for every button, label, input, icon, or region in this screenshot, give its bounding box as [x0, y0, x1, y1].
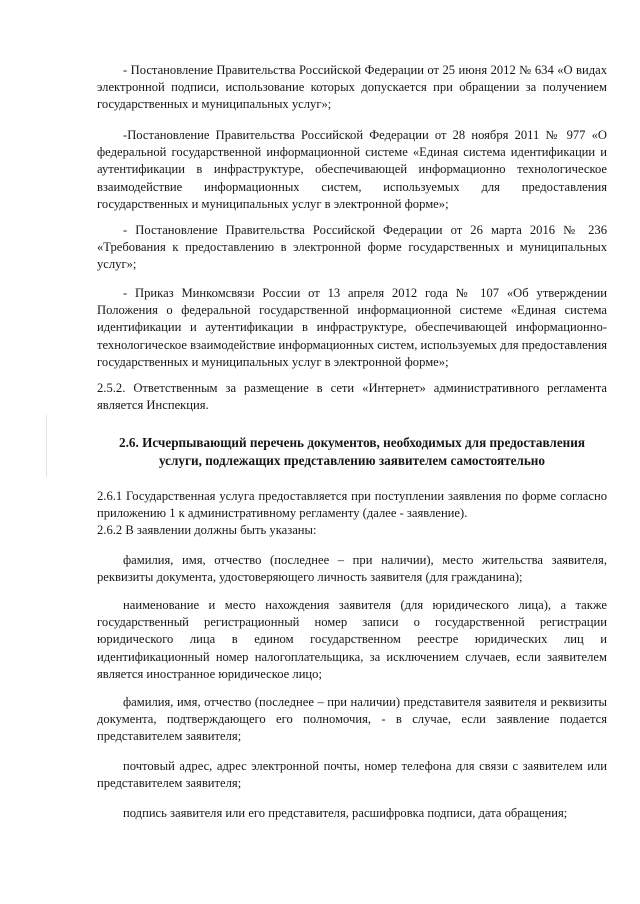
- paragraph-order-107: - Приказ Минкомсвязи России от 13 апреля 2012 года № 107 «Об утверждении Положения о федеральной государственной информационной системе «Единая система идентификации и аутентификации в инфраструктуре, обеспечивающей информационно-технологическое взаимодействие информационных систем, используемых для предоставления государственных и муниципальных услуг в электронной форме»;: [97, 286, 607, 369]
- clause-2-5-2: 2.5.2. Ответственным за размещение в сети «Интернет» административного регламента является Инспекция.: [97, 381, 607, 413]
- list-item-contact-details: почтовый адрес, адрес электронной почты, номер телефона для связи с заявителем или представителем заявителя;: [97, 759, 607, 791]
- clause-2-6-2: 2.6.2 В заявлении должны быть указаны:: [97, 523, 317, 537]
- list-item-representative: фамилия, имя, отчество (последнее – при наличии) представителя заявителя и реквизиты документа, подтверждающего его полномочия, - в случае, если заявление подается представителем заявителя;: [97, 695, 607, 744]
- paragraph-decree-977: -Постановление Правительства Российской Федерации от 28 ноября 2011 № 977 «О федеральной государственной информационной системе «Единая система идентификации и аутентификации в инфраструктуре, обеспечивающей информационно технологическое взаимодействие информационных систем, используемых для предоставления государственных и муниципальных услуг в электронной форме»;: [97, 128, 607, 211]
- scan-margin-mark: [46, 415, 47, 477]
- list-item-legal-entity: наименование и место нахождения заявителя (для юридического лица), а также государственный регистрационный номер записи о государственной регистрации юридического лица в едином государственном реестре юридических лиц и идентификационный номер налогоплательщика, за исключением случаев, если заявителем является иностранное юридическое лицо;: [97, 598, 607, 681]
- clause-2-6-1: 2.6.1 Государственная услуга предоставляется при поступлении заявления по форме согласно приложению 1 к административному регламенту (далее - заявление).: [97, 489, 607, 521]
- section-heading-2-6: 2.6. Исчерпывающий перечень документов, необходимых для предоставления услуги, подлежащих представлению заявителем самостоятельно: [118, 435, 586, 468]
- paragraph-decree-634: - Постановление Правительства Российской Федерации от 25 июня 2012 № 634 «О видах электронной подписи, использование которых допускается при обращении за получением государственных и муниципальных услуг»;: [97, 63, 607, 112]
- list-item-signature: подпись заявителя или его представителя, расшифровка подписи, дата обращения;: [123, 806, 568, 820]
- paragraph-decree-236: - Постановление Правительства Российской Федерации от 26 марта 2016 № 236 «Требования к предоставлению в электронной форме государственных и муниципальных услуг»;: [97, 223, 607, 272]
- list-item-applicant-name: фамилия, имя, отчество (последнее – при наличии), место жительства заявителя, реквизиты документа, удостоверяющего личность заявителя (для гражданина);: [97, 553, 607, 585]
